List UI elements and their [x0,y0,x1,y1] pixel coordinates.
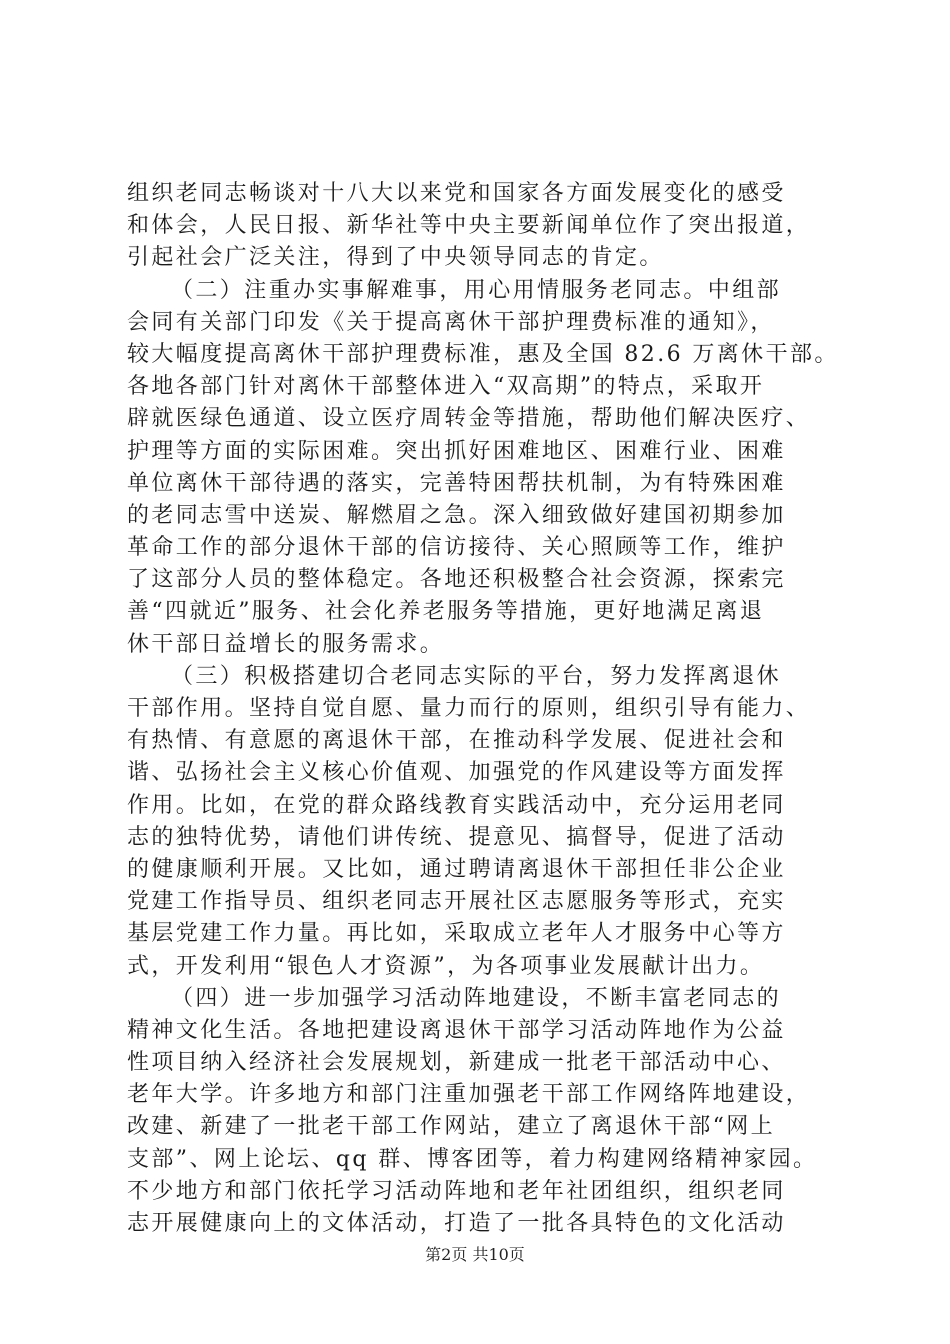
text-line: 的老同志雪中送炭、解燃眉之急。深入细致做好建国初期参加 [127,502,786,528]
paragraph-start-line: （四）进一步加强学习活动阵地建设，不断丰富老同志的 [171,985,782,1011]
text-line: 志的独特优势，请他们讲传统、提意见、搞督导，促进了活动 [127,824,786,850]
text-line: 作用。比如，在党的群众路线教育实践活动中，充分运用老同 [127,792,786,818]
text-line: 性项目纳入经济社会发展规划，新建成一批老干部活动中心、 [127,1050,786,1076]
document-body [127,178,839,1240]
text-line: 老年大学。许多地方和部门注重加强老干部工作网络阵地建设， [127,1082,811,1108]
text-line: 有热情、有意愿的离退休干部，在推动科学发展、促进社会和 [127,728,786,754]
text-line: 休干部日益增长的服务需求。 [127,631,445,657]
text-line: 了这部分人员的整体稳定。各地还积极整合社会资源，探索完 [127,567,786,593]
text-line: 改建、新建了一批老干部工作网站，建立了离退休干部“网上 [127,1114,776,1140]
text-line: 和体会，人民日报、新华社等中央主要新闻单位作了突出报道， [127,213,811,239]
page-number-footer: 第2页 共10页 [425,1245,525,1264]
text-line: 组织老同志畅谈对十八大以来党和国家各方面发展变化的感受 [127,181,786,206]
text-line: 各地各部门针对离休干部整体进入“双高期”的特点，采取开 [127,374,765,400]
text-line: 单位离休干部待遇的落实，完善特困帮扶机制，为有特殊困难 [127,470,786,496]
text-line: 引起社会广泛关注，得到了中央领导同志的肯定。 [127,245,664,271]
text-line: 的健康顺利开展。又比如，通过聘请离退休干部担任非公企业 [127,856,786,882]
paragraph-start-line: （二）注重办实事解难事，用心用情服务老同志。中组部 [171,277,782,303]
text-line: 式，开发利用“银色人才资源”，为各项事业发展献计出力。 [127,953,765,979]
text-line: 志开展健康向上的文体活动，打造了一批各具特色的文化活动 [127,1211,786,1236]
text-line: 党建工作指导员、组织老同志开展社区志愿服务等形式，充实 [127,889,786,915]
text-line: 护理等方面的实际困难。突出抓好困难地区、困难行业、困难 [127,438,786,464]
text-line: 不少地方和部门依托学习活动阵地和老年社团组织，组织老同 [127,1178,786,1204]
text-line: 会同有关部门印发《关于提高离休干部护理费标准的通知》， [127,309,775,335]
text-line: 支部”、网上论坛、qq 群、博客团等，着力构建网络精神家园。 [127,1146,818,1172]
text-line: 谐、弘扬社会主义核心价值观、加强党的作风建设等方面发挥 [127,760,786,786]
text-line: 基层党建工作力量。再比如，采取成立老年人才服务中心等方 [127,921,786,947]
paragraph-start-line: （三）积极搭建切合老同志实际的平台，努力发挥离退休 [171,663,782,689]
text-line: 革命工作的部分退休干部的信访接待、关心照顾等工作，维护 [127,535,786,561]
text-line: 较大幅度提高离休干部护理费标准，惠及全国 82.6 万离休干部。 [127,341,839,367]
text-line: 精神文化生活。各地把建设离退休干部学习活动阵地作为公益 [127,1017,786,1043]
text-line: 善“四就近”服务、社会化养老服务等措施，更好地满足离退 [127,599,765,625]
text-line: 干部作用。坚持自觉自愿、量力而行的原则，组织引导有能力、 [127,696,811,721]
text-line: 辟就医绿色通道、设立医疗周转金等措施，帮助他们解决医疗、 [127,406,811,432]
